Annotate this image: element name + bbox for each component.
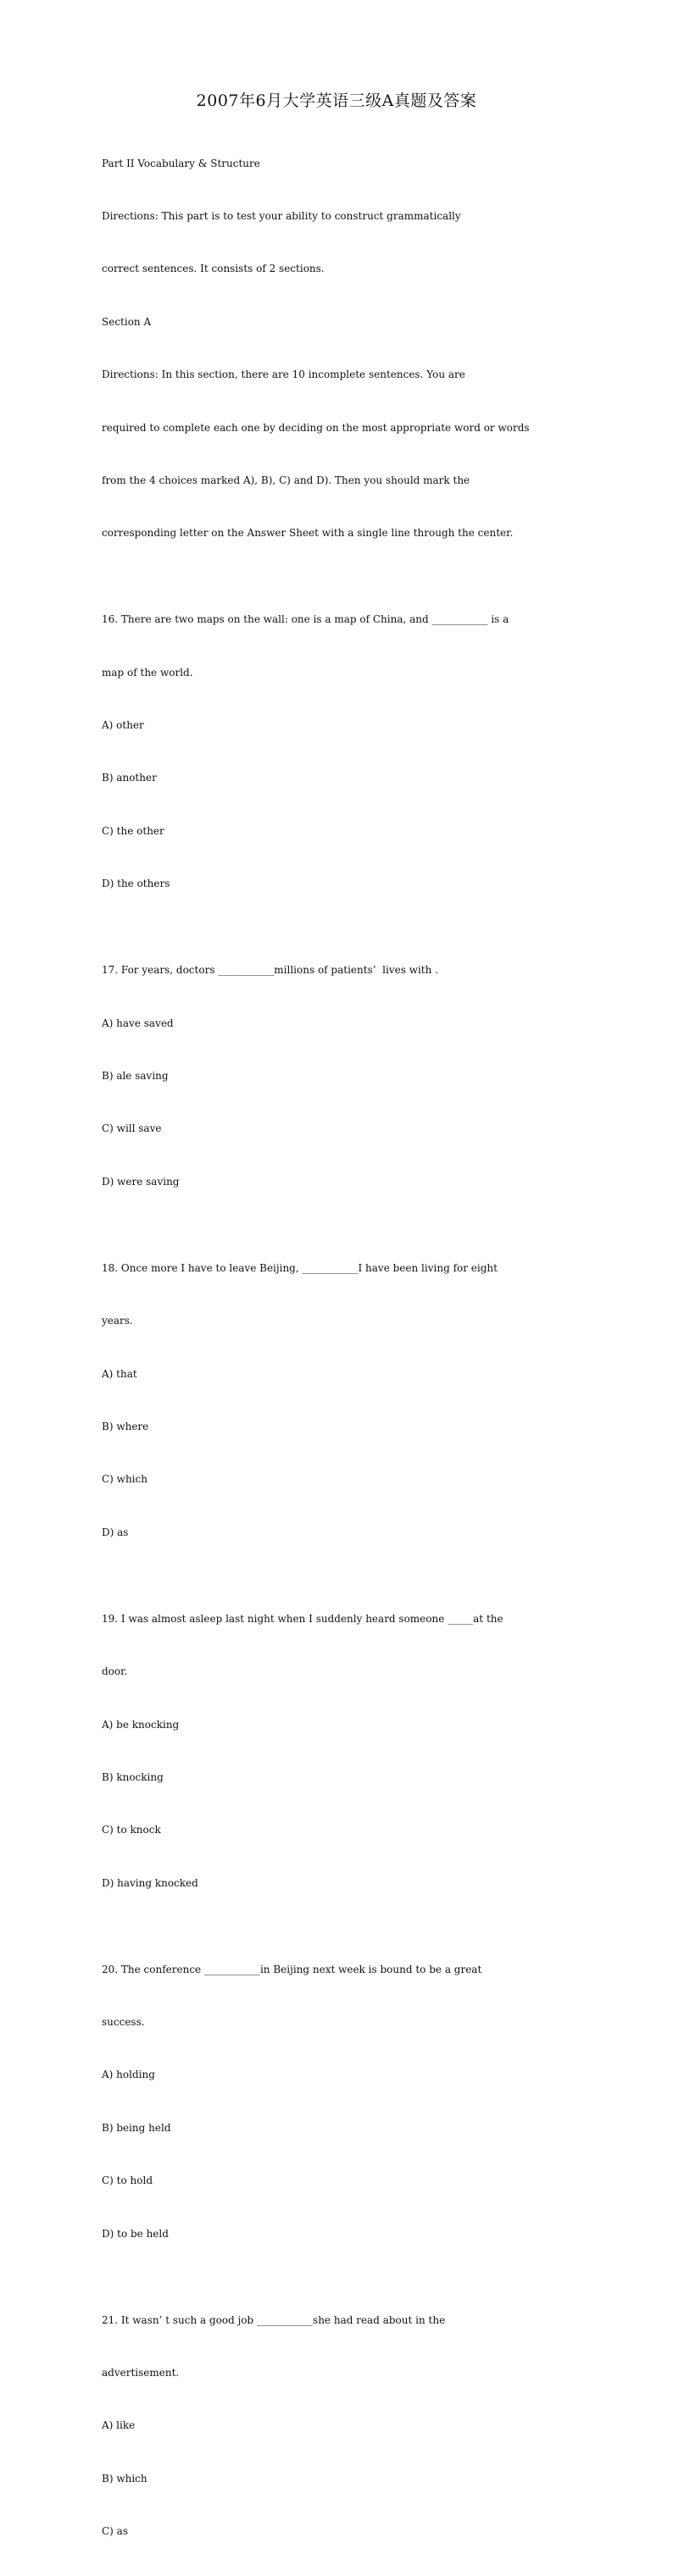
question-20-option-b: B) being held xyxy=(102,2121,171,2134)
question-20-stem-line-2: success. xyxy=(102,2016,145,2029)
question-16-option-d: D) the others xyxy=(102,878,170,890)
directions-line-2: correct sentences. It consists of 2 sections. xyxy=(102,263,325,275)
question-21-option-b: B) which xyxy=(102,2472,147,2485)
question-20-option-c: C) to hold xyxy=(102,2174,153,2187)
question-17-option-c: C) will save xyxy=(102,1122,162,1135)
question-18-stem-line-2: years. xyxy=(102,1315,133,1327)
question-19-option-a: A) be knocking xyxy=(102,1718,180,1731)
question-16-option-a: A) other xyxy=(102,719,144,732)
directions-line-1: Directions: This part is to test your ability to construct grammatically xyxy=(102,209,461,222)
question-18-stem-line-1: 18. Once more I have to leave Beijing, ___________I have been living for eight xyxy=(102,1261,498,1274)
question-20-option-a: A) holding xyxy=(102,2069,155,2081)
question-17-stem-line-1: 17. For years, doctors ___________millions of patients’ lives with . xyxy=(102,964,438,977)
question-18-option-a: A) that xyxy=(102,1367,137,1380)
question-21-option-a: A) like xyxy=(102,2419,136,2432)
document-title: 2007年6月大学英语三级A真题及答案 xyxy=(196,91,477,110)
section-directions-line-1: Directions: In this section, there are 10 incomplete sentences. You are xyxy=(102,368,465,381)
question-21-option-c: C) as xyxy=(102,2525,128,2538)
question-19-option-d: D) having knocked xyxy=(102,1876,198,1889)
question-18-option-c: C) which xyxy=(102,1473,147,1486)
section-directions-line-3: from the 4 choices marked A), B), C) and D). Then you should mark the xyxy=(102,474,470,486)
question-17-option-b: B) ale saving xyxy=(102,1070,169,1083)
question-21-stem-line-2: advertisement. xyxy=(102,2367,180,2379)
section-heading: Section A xyxy=(102,315,152,328)
section-directions-line-2: required to complete each one by deciding on the most appropriate word or words xyxy=(102,421,530,434)
question-16-stem-line-2: map of the world. xyxy=(102,666,193,679)
question-20-stem-line-1: 20. The conference ___________in Beijing next week is bound to be a great xyxy=(102,1963,482,1975)
question-17-option-a: A) have saved xyxy=(102,1017,174,1029)
document-body xyxy=(102,119,576,2576)
question-18-option-d: D) as xyxy=(102,1526,129,1538)
question-20-option-d: D) to be held xyxy=(102,2227,169,2240)
question-21-stem-line-1: 21. It wasn’ t such a good job ___________she had read about in the xyxy=(102,2313,446,2326)
question-17-option-d: D) were saving xyxy=(102,1175,180,1188)
question-16-option-b: B) another xyxy=(102,772,157,784)
section-directions-line-4: corresponding letter on the Answer Sheet with a single line through the center. xyxy=(102,527,514,540)
part-heading: Part II Vocabulary & Structure xyxy=(102,157,260,169)
question-19-option-c: C) to knock xyxy=(102,1824,161,1836)
question-19-stem-line-1: 19. I was almost asleep last night when I suddenly heard someone _____at the xyxy=(102,1612,503,1625)
question-19-stem-line-2: door. xyxy=(102,1665,128,1678)
question-19-option-b: B) knocking xyxy=(102,1770,164,1783)
question-16-stem-line-1: 16. There are two maps on the wall: one is a map of China, and ___________ is a xyxy=(102,613,509,626)
question-16-option-c: C) the other xyxy=(102,824,164,837)
question-18-option-b: B) where xyxy=(102,1420,149,1432)
